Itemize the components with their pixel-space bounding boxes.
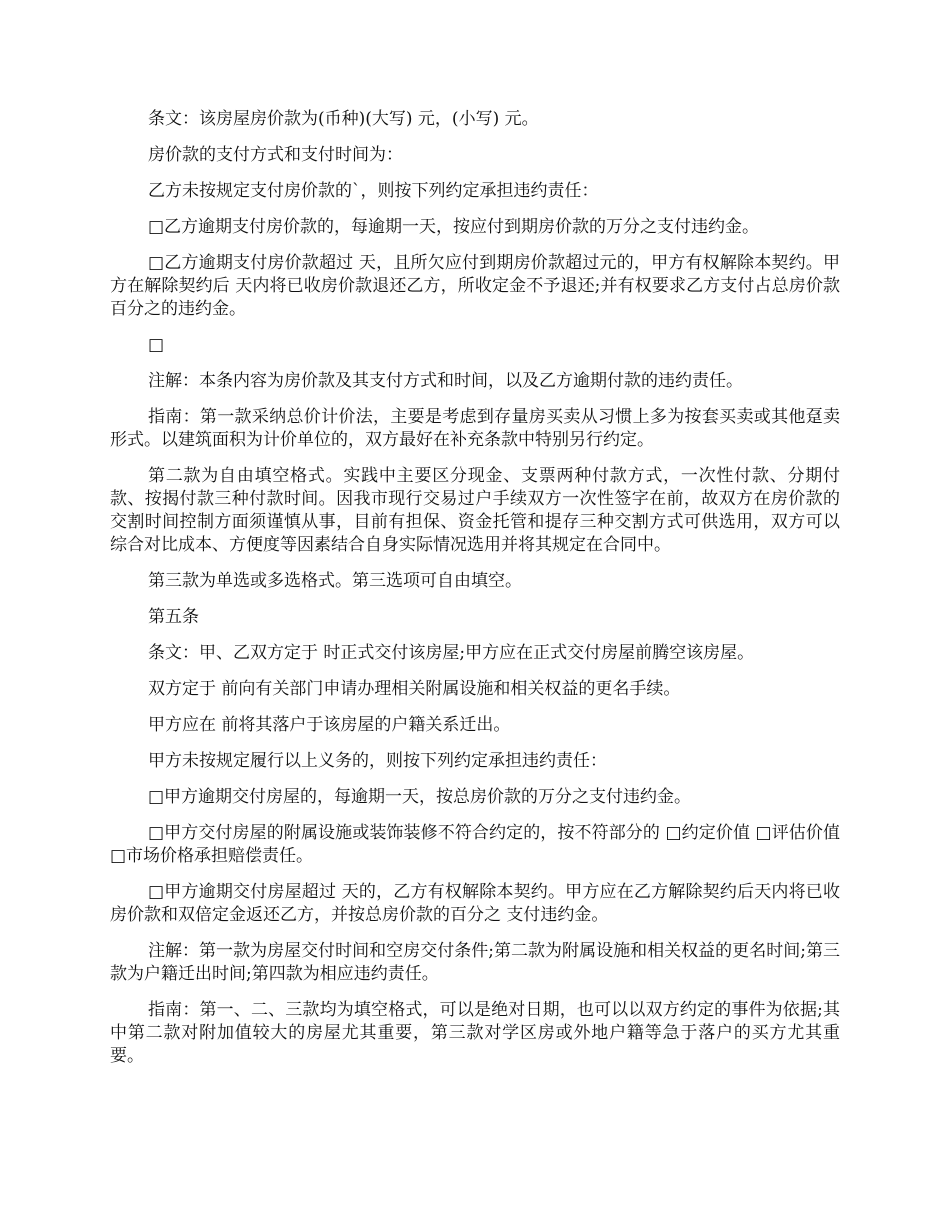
paragraph-payment-method: 房价款的支付方式和支付时间为： bbox=[148, 145, 403, 165]
paragraph-guide-clause-one: 指南：第一款采纳总价计价法，主要是考虑到存量房买卖从习惯上多为按套买卖或其他趸卖形式。以建筑面积为计价单位的，双方最好在补充条款中特别另行约定。 bbox=[110, 407, 840, 450]
paragraph-option-facilities: □甲方交付房屋的附属设施或装饰装修不符合约定的，按不符部分的 □约定价值 □评估价值 □市场价格承担赔偿责任。 bbox=[110, 823, 840, 866]
article-heading: 第五条 bbox=[148, 607, 199, 627]
paragraph-option-delivery-termination: □甲方逾期交付房屋超过 天的，乙方有权解除本契约。甲方应在乙方解除契约后天内将已收房价款和双倍定金返还乙方，并按总房价款的百分之 支付违约金。 bbox=[110, 882, 840, 925]
paragraph-household-registration: 甲方应在 前将其落户于该房屋的户籍关系迁出。 bbox=[148, 715, 511, 735]
paragraph-guide-article-five: 指南：第一、二、三款均为填空格式，可以是绝对日期，也可以以双方约定的事件为依据;其中第二款对附加值较大的房屋尤其重要，第三款对学区房或外地户籍等急于落户的买方尤其重要。 bbox=[110, 1000, 840, 1066]
paragraph-rename-procedure: 双方定于 前向有关部门申请办理相关附属设施和相关权益的更名手续。 bbox=[148, 679, 681, 699]
paragraph-option-late-payment: □乙方逾期支付房价款的，每逾期一天，按应付到期房价款的万分之支付违约金。 bbox=[148, 217, 760, 237]
paragraph-option-late-delivery: □甲方逾期交付房屋的，每逾期一天，按总房价款的万分之支付违约金。 bbox=[148, 787, 692, 807]
paragraph-option-blank: □ bbox=[148, 335, 165, 355]
paragraph-note-article-four: 注解：本条内容为房价款及其支付方式和时间，以及乙方逾期付款的违约责任。 bbox=[148, 371, 743, 391]
document-body bbox=[110, 108, 840, 1081]
paragraph-price-clause: 条文：该房屋房价款为(币种)(大写) 元，(小写) 元。 bbox=[148, 109, 539, 129]
paragraph-guide-clause-two: 第二款为自由填空格式。实践中主要区分现金、支票两种付款方式，一次性付款、分期付款、按揭付款三种付款时间。因我市现行交易过户手续双方一次性签字在前，故双方在房价款的交割时间控制方面须谨慎从事，目前有担保、资金托管和提存三种交割方式可供选用，双方可以综合对比成本、方便度等因素结合自身实际情况选用并将其规定在合同中。 bbox=[110, 466, 840, 555]
paragraph-buyer-default: 乙方未按规定支付房价款的`，则按下列约定承担违约责任： bbox=[148, 181, 599, 201]
paragraph-seller-default: 甲方未按规定履行以上义务的，则按下列约定承担违约责任： bbox=[148, 751, 607, 771]
paragraph-note-article-five: 注解：第一款为房屋交付时间和空房交付条件;第二款为附属设施和相关权益的更名时间;第三款为户籍迁出时间;第四款为相应违约责任。 bbox=[110, 941, 840, 984]
paragraph-option-termination: □乙方逾期支付房价款超过 天，且所欠应付到期房价款超过元的，甲方有权解除本契约。甲方在解除契约后 天内将已收房价款退还乙方，所收定金不予退还;并有权要求乙方支付占总房价款百分之的违约金。 bbox=[110, 253, 840, 319]
paragraph-guide-clause-three: 第三款为单选或多选格式。第三选项可自由填空。 bbox=[148, 571, 522, 591]
paragraph-delivery-clause: 条文：甲、乙双方定于 时正式交付该房屋;甲方应在正式交付房屋前腾空该房屋。 bbox=[148, 643, 755, 663]
